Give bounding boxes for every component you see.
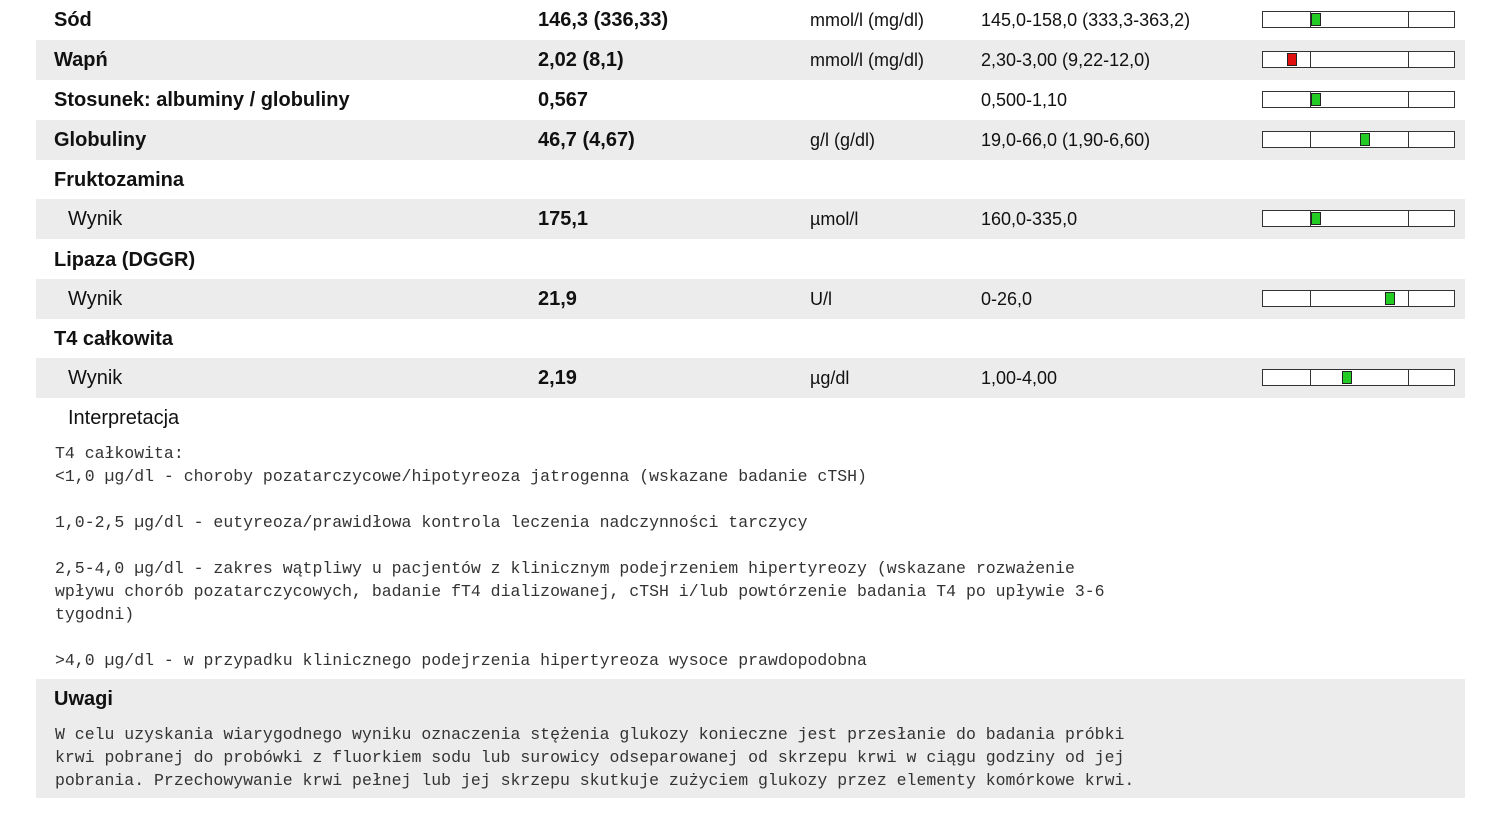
- range-indicator-bar: [1262, 131, 1455, 148]
- test-unit: mmol/l (mg/dl): [810, 10, 925, 30]
- interpretation-label: Interpretacja: [68, 407, 180, 429]
- test-value: 0,567: [538, 89, 589, 111]
- result-marker: [1360, 133, 1370, 146]
- test-unit: U/l: [810, 289, 832, 309]
- reference-range: 145,0-158,0 (333,3-363,2): [981, 10, 1191, 30]
- notes-text: W celu uzyskania wiarygodnego wyniku oznaczenia stężenia glukozy konieczne jest przesłanie do badania próbki krwi pobranej do probówki z fluorkiem sodu lub surowicy odseparowanej od skrzepu krwi w ciągu godziny od jej pobrania. Przechowywanie krwi pełnej lub jej skrzepu skutkuje zużyciem glukozy przez elementy komórkowe krwi.: [55, 725, 1135, 790]
- section-header-t4-total: [36, 319, 1465, 359]
- range-indicator-bar: [1262, 11, 1455, 28]
- test-value: 46,7 (4,67): [538, 129, 635, 151]
- result-marker: [1385, 292, 1395, 305]
- range-indicator-bar: [1262, 290, 1455, 307]
- result-row-sodium: [36, 0, 1465, 40]
- range-high-tick: [1408, 132, 1409, 147]
- range-high-tick: [1408, 291, 1409, 306]
- test-value: 2,02 (8,1): [538, 49, 624, 71]
- range-low-tick: [1310, 291, 1311, 306]
- result-row-albumin-globulin-ratio: [36, 80, 1465, 120]
- result-marker: [1287, 53, 1297, 66]
- reference-range: 160,0-335,0: [981, 209, 1078, 229]
- range-indicator-bar: [1262, 91, 1455, 108]
- reference-range: 1,00-4,00: [981, 368, 1058, 388]
- test-value: 2,19: [538, 367, 577, 389]
- test-value: 175,1: [538, 208, 589, 230]
- reference-range: 0,500-1,10: [981, 90, 1068, 110]
- result-row-calcium: [36, 40, 1465, 80]
- reference-range: 0-26,0: [981, 289, 1033, 309]
- test-name: Globuliny: [54, 129, 147, 151]
- range-high-tick: [1408, 92, 1409, 107]
- test-name: Stosunek: albuminy / globuliny: [54, 89, 350, 111]
- result-marker: [1311, 93, 1321, 106]
- notes-title: Uwagi: [54, 688, 113, 710]
- reference-range: 19,0-66,0 (1,90-6,60): [981, 130, 1151, 150]
- test-unit: g/l (g/dl): [810, 130, 876, 150]
- test-unit: µg/dl: [810, 368, 850, 388]
- notes-section: [36, 679, 1465, 798]
- range-high-tick: [1408, 211, 1409, 226]
- range-low-tick: [1310, 370, 1311, 385]
- result-marker: [1342, 371, 1352, 384]
- test-name: Wynik: [68, 288, 123, 310]
- test-value: 21,9: [538, 288, 577, 310]
- result-marker: [1311, 212, 1321, 225]
- interpretation-label-row: [36, 398, 1465, 438]
- test-name: Wynik: [68, 208, 123, 230]
- range-high-tick: [1408, 52, 1409, 67]
- range-low-tick: [1310, 52, 1311, 67]
- test-value: 146,3 (336,33): [538, 9, 669, 31]
- section-header-lipase: [36, 240, 1465, 280]
- section-header-fructosamine: [36, 160, 1465, 200]
- test-name: Sód: [54, 9, 92, 31]
- section-title: Fruktozamina: [54, 169, 185, 191]
- result-row-globulins: [36, 120, 1465, 160]
- section-title: Lipaza (DGGR): [54, 249, 196, 271]
- section-title: T4 całkowita: [54, 328, 173, 350]
- range-low-tick: [1310, 132, 1311, 147]
- test-unit: µmol/l: [810, 209, 859, 229]
- range-indicator-bar: [1262, 51, 1455, 68]
- result-row-t4-total: [36, 358, 1465, 398]
- range-high-tick: [1408, 12, 1409, 27]
- test-name: Wapń: [54, 49, 108, 71]
- result-row-fructosamine: [36, 199, 1465, 239]
- range-indicator-bar: [1262, 369, 1455, 386]
- range-high-tick: [1408, 370, 1409, 385]
- reference-range: 2,30-3,00 (9,22-12,0): [981, 50, 1151, 70]
- range-indicator-bar: [1262, 210, 1455, 227]
- test-name: Wynik: [68, 367, 123, 389]
- test-unit: mmol/l (mg/dl): [810, 50, 925, 70]
- interpretation-text: T4 całkowita: <1,0 µg/dl - choroby pozatarczycowe/hipotyreoza jatrogenna (wskazane badanie cTSH) 1,0-2,5 µg/dl - eutyreoza/prawidłowa kontrola leczenia nadczynności tarczycy 2,5-4,0 µg/dl - zakres wątpliwy u pacjentów z klinicznym podejrzeniem hipertyreozy (wskazane rozważenie wpływu chorób pozatarczycowych, badanie fT4 dializowanej, cTSH i/lub powtórzenie badania T4 po upływie 3-6 tygodni) >4,0 µg/dl - w przypadku klinicznego podejrzenia hipertyreoza wysoce prawdopodobna: [55, 444, 1105, 670]
- result-row-lipase: [36, 279, 1465, 319]
- result-marker: [1311, 13, 1321, 26]
